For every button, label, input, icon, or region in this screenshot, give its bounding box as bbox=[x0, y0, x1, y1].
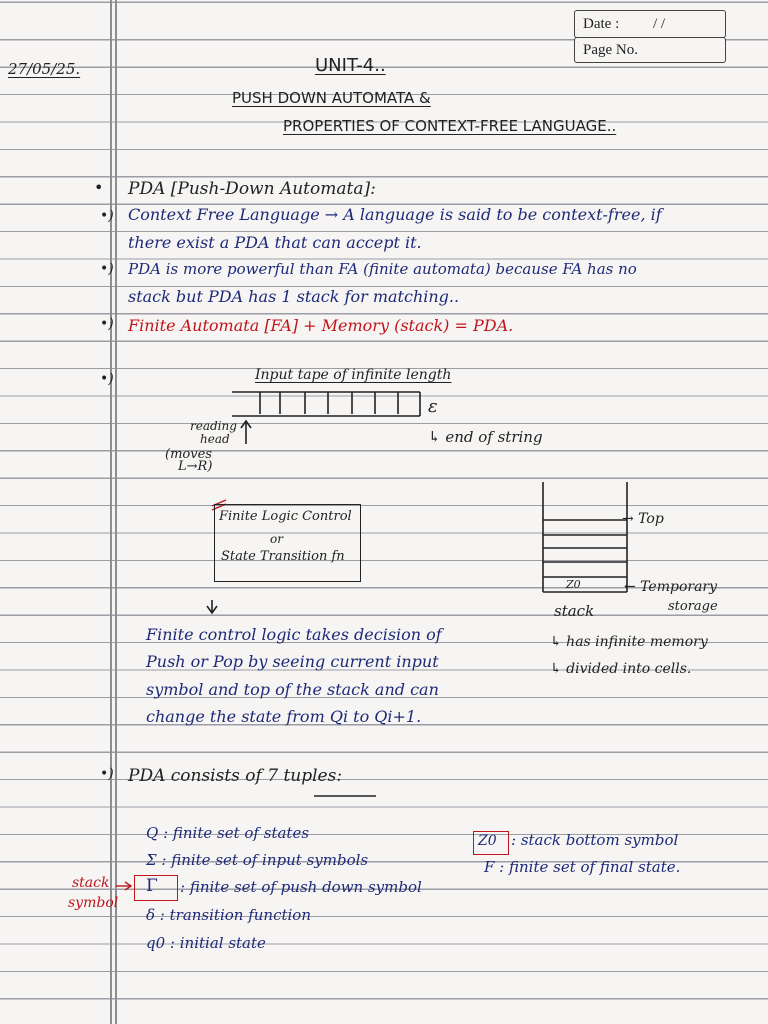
temporary-storage-label: ← Temporary bbox=[624, 579, 718, 595]
tuple-z0: : stack bottom symbol bbox=[511, 831, 679, 849]
divided-cells-label: ↳ divided into cells. bbox=[550, 661, 692, 677]
stack-symbol-note: stack bbox=[72, 875, 110, 891]
bullet: •) bbox=[100, 261, 114, 277]
tape-label: Input tape of infinite length bbox=[255, 367, 452, 383]
top-label: → Top bbox=[622, 511, 664, 527]
temporary-storage-label: storage bbox=[668, 599, 718, 614]
control-label: State Transition fn bbox=[221, 549, 345, 564]
page-label: Page No. bbox=[583, 42, 638, 58]
epsilon-symbol: ε bbox=[428, 396, 438, 417]
bullet: •) bbox=[100, 208, 114, 224]
date-label: Date : bbox=[583, 16, 620, 32]
infinite-memory-label: ↳ has infinite memory bbox=[550, 634, 708, 650]
end-of-string-label: ↳ end of string bbox=[428, 428, 543, 446]
control-text-line: change the state from Qi to Qi+1. bbox=[146, 707, 422, 726]
z0-label: Z0 bbox=[566, 578, 581, 591]
reading-head-label: reading bbox=[190, 419, 237, 433]
stack-label: stack bbox=[554, 602, 595, 620]
tuple-gamma-symbol: Γ bbox=[146, 876, 158, 896]
tuple-delta: δ : transition function bbox=[146, 906, 311, 924]
pda-formula: Finite Automata [FA] + Memory (stack) = PDA. bbox=[128, 316, 514, 335]
tuple-q: Q : finite set of states bbox=[146, 824, 310, 842]
stack-symbol-note: symbol bbox=[68, 895, 119, 911]
control-label: Finite Logic Control bbox=[219, 509, 352, 524]
tuple-gamma: : finite set of push down symbol bbox=[180, 878, 422, 896]
control-text-line: Finite control logic takes decision of bbox=[146, 625, 442, 644]
power-line-2: stack but PDA has 1 stack for matching.. bbox=[128, 287, 460, 306]
control-text-line: symbol and top of the stack and can bbox=[146, 680, 439, 699]
bullet: •) bbox=[100, 316, 114, 332]
bullet: •) bbox=[100, 766, 114, 782]
entry-date: 27/05/25. bbox=[8, 60, 81, 78]
pda-heading: PDA [Push-Down Automata]: bbox=[128, 179, 376, 199]
tuple-z0-symbol: Z0 bbox=[478, 833, 497, 849]
control-text-line: Push or Pop by seeing current input bbox=[146, 652, 439, 671]
tuple-q0: q0 : initial state bbox=[146, 934, 266, 952]
title-line-1: PUSH DOWN AUTOMATA & bbox=[232, 89, 431, 107]
moves-label: (moves bbox=[165, 447, 212, 462]
bullet: •) bbox=[100, 371, 114, 387]
date-value: / / bbox=[652, 16, 666, 32]
tuple-f: F : finite set of final state. bbox=[484, 858, 681, 876]
reading-head-label: head bbox=[200, 432, 230, 446]
moves-label: L→R) bbox=[178, 459, 213, 474]
tuple-sigma: Σ : finite set of input symbols bbox=[146, 851, 369, 869]
unit-title: UNIT-4.. bbox=[315, 55, 386, 76]
power-line-1: PDA is more powerful than FA (finite automata) because FA has no bbox=[128, 260, 637, 278]
control-label: or bbox=[270, 532, 283, 546]
cfl-line-2: there exist a PDA that can accept it. bbox=[128, 233, 422, 252]
bullet: • bbox=[94, 178, 104, 197]
cfl-line-1: Context Free Language → A language is said to be context-free, if bbox=[128, 205, 662, 224]
title-line-2: PROPERTIES OF CONTEXT-FREE LANGUAGE.. bbox=[283, 117, 617, 135]
tuples-heading: PDA consists of 7 tuples: bbox=[128, 766, 343, 786]
